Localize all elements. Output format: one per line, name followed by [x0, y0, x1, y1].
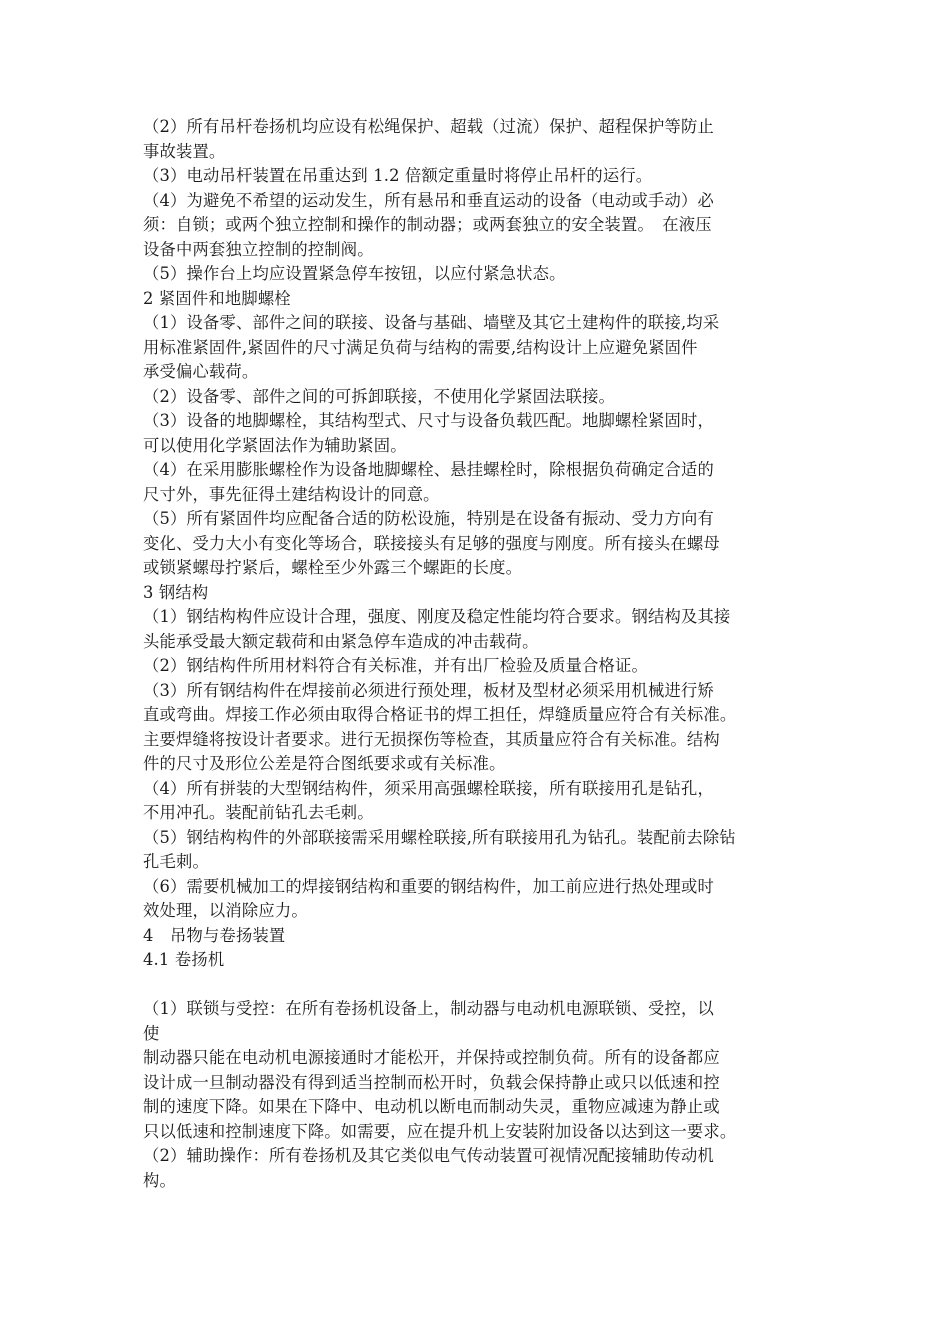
text-line: 构。: [143, 1170, 176, 1190]
text-line: （3）电动吊杆装置在吊重达到 1.2 倍额定重量时将停止吊杆的运行。: [143, 166, 653, 185]
text-line: （1）设备零、部件之间的联接、设备与基础、墙壁及其它土建构件的联接,均采: [143, 313, 720, 332]
text-line: （1）联锁与受控：在所有卷扬机设备上，制动器与电动机电源联锁、受控，以: [143, 999, 714, 1018]
text-line: 设备中两套独立控制的控制阀。: [143, 239, 374, 259]
section-heading: 3 钢结构: [143, 582, 209, 602]
text-line: 事故装置。: [143, 141, 226, 161]
text-line: 件的尺寸及形位公差是符合图纸要求或有关标准。: [143, 754, 506, 773]
document-body: [143, 115, 813, 1193]
text-line: （4）在采用膨胀螺栓作为设备地脚螺栓、悬挂螺栓时，除根据负荷确定合适的: [143, 460, 714, 479]
text-line: （2）所有吊杆卷扬机均应设有松绳保护、超载（过流）保护、超程保护等防止: [143, 117, 714, 136]
text-line: （6）需要机械加工的焊接钢结构和重要的钢结构件，加工前应进行热处理或时: [143, 876, 714, 896]
blank-line: [143, 973, 813, 998]
text-line: 设计成一旦制动器没有得到适当控制而松开时，负载会保持静止或只以低速和控: [143, 1072, 720, 1092]
text-line: 承受偏心载荷。: [143, 362, 259, 381]
text-line: 只以低速和控制速度下降。如需要，应在提升机上安装附加设备以达到这一要求。: [143, 1121, 737, 1141]
text-line: （2）辅助操作：所有卷扬机及其它类似电气传动装置可视情况配接辅助传动机: [143, 1146, 714, 1165]
text-line: 效处理，以消除应力。: [143, 901, 308, 920]
text-line: 使: [143, 1023, 160, 1043]
text-line: 制动器只能在电动机电源接通时才能松开，并保持或控制负荷。所有的设备都应: [143, 1048, 720, 1067]
text-line: （3）设备的地脚螺栓，其结构型式、尺寸与设备负载匹配。地脚螺栓紧固时，: [143, 411, 714, 430]
text-line: （3）所有钢结构件在焊接前必须进行预处理，板材及型材必须采用机械进行矫: [143, 680, 714, 700]
text-line: 主要焊缝将按设计者要求。进行无损探伤等检查，其质量应符合有关标准。结构: [143, 729, 720, 749]
text-line: （4）为避免不希望的运动发生，所有悬吊和垂直运动的设备（电动或手动）必: [143, 190, 714, 210]
text-line: 或锁紧螺母拧紧后，螺栓至少外露三个螺距的长度。: [143, 558, 523, 577]
text-line: 尺寸外，事先征得土建结构设计的同意。: [143, 484, 440, 504]
text-line: 头能承受最大额定载荷和由紧急停车造成的冲击载荷。: [143, 631, 539, 651]
text-line: 变化、受力大小有变化等场合，联接接头有足够的强度与刚度。所有接头在螺母: [143, 533, 720, 553]
section-heading: 4 吊物与卷扬装置: [143, 925, 286, 945]
text-line: （2）设备零、部件之间的可拆卸联接，不使用化学紧固法联接。: [143, 386, 616, 406]
text-line: （5）操作台上均应设置紧急停车按钮，以应付紧急状态。: [143, 264, 566, 283]
text-line: （5）所有紧固件均应配备合适的防松设施，特别是在设备有振动、受力方向有: [143, 509, 714, 528]
subsection-heading: 4.1 卷扬机: [143, 950, 225, 969]
text-line: 直或弯曲。焊接工作必须由取得合格证书的焊工担任，焊缝质量应符合有关标准。: [143, 705, 737, 724]
section-heading: 2 紧固件和地脚螺栓: [143, 288, 291, 308]
text-line: 制的速度下降。如果在下降中、电动机以断电而制动失灵，重物应减速为静止或: [143, 1097, 720, 1116]
text-line: （5）钢结构构件的外部联接需采用螺栓联接,所有联接用孔为钻孔。装配前去除钻: [143, 827, 736, 847]
text-line: 不用冲孔。装配前钻孔去毛刺。: [143, 803, 374, 822]
text-line: （2）钢结构件所用材料符合有关标准，并有出厂检验及质量合格证。: [143, 656, 648, 675]
text-line: 须：自锁；或两个独立控制和操作的制动器；或两套独立的安全装置。 在液压: [143, 215, 712, 234]
text-line: 孔毛刺。: [143, 852, 209, 871]
text-line: （4）所有拼装的大型钢结构件，须采用高强螺栓联接，所有联接用孔是钻孔，: [143, 778, 714, 798]
text-line: 用标准紧固件,紧固件的尺寸满足负荷与结构的需要,结构设计上应避免紧固件: [143, 337, 698, 357]
text-line: （1）钢结构构件应设计合理，强度、刚度及稳定性能均符合要求。钢结构及其接: [143, 607, 731, 626]
text-line: 可以使用化学紧固法作为辅助紧固。: [143, 435, 407, 455]
